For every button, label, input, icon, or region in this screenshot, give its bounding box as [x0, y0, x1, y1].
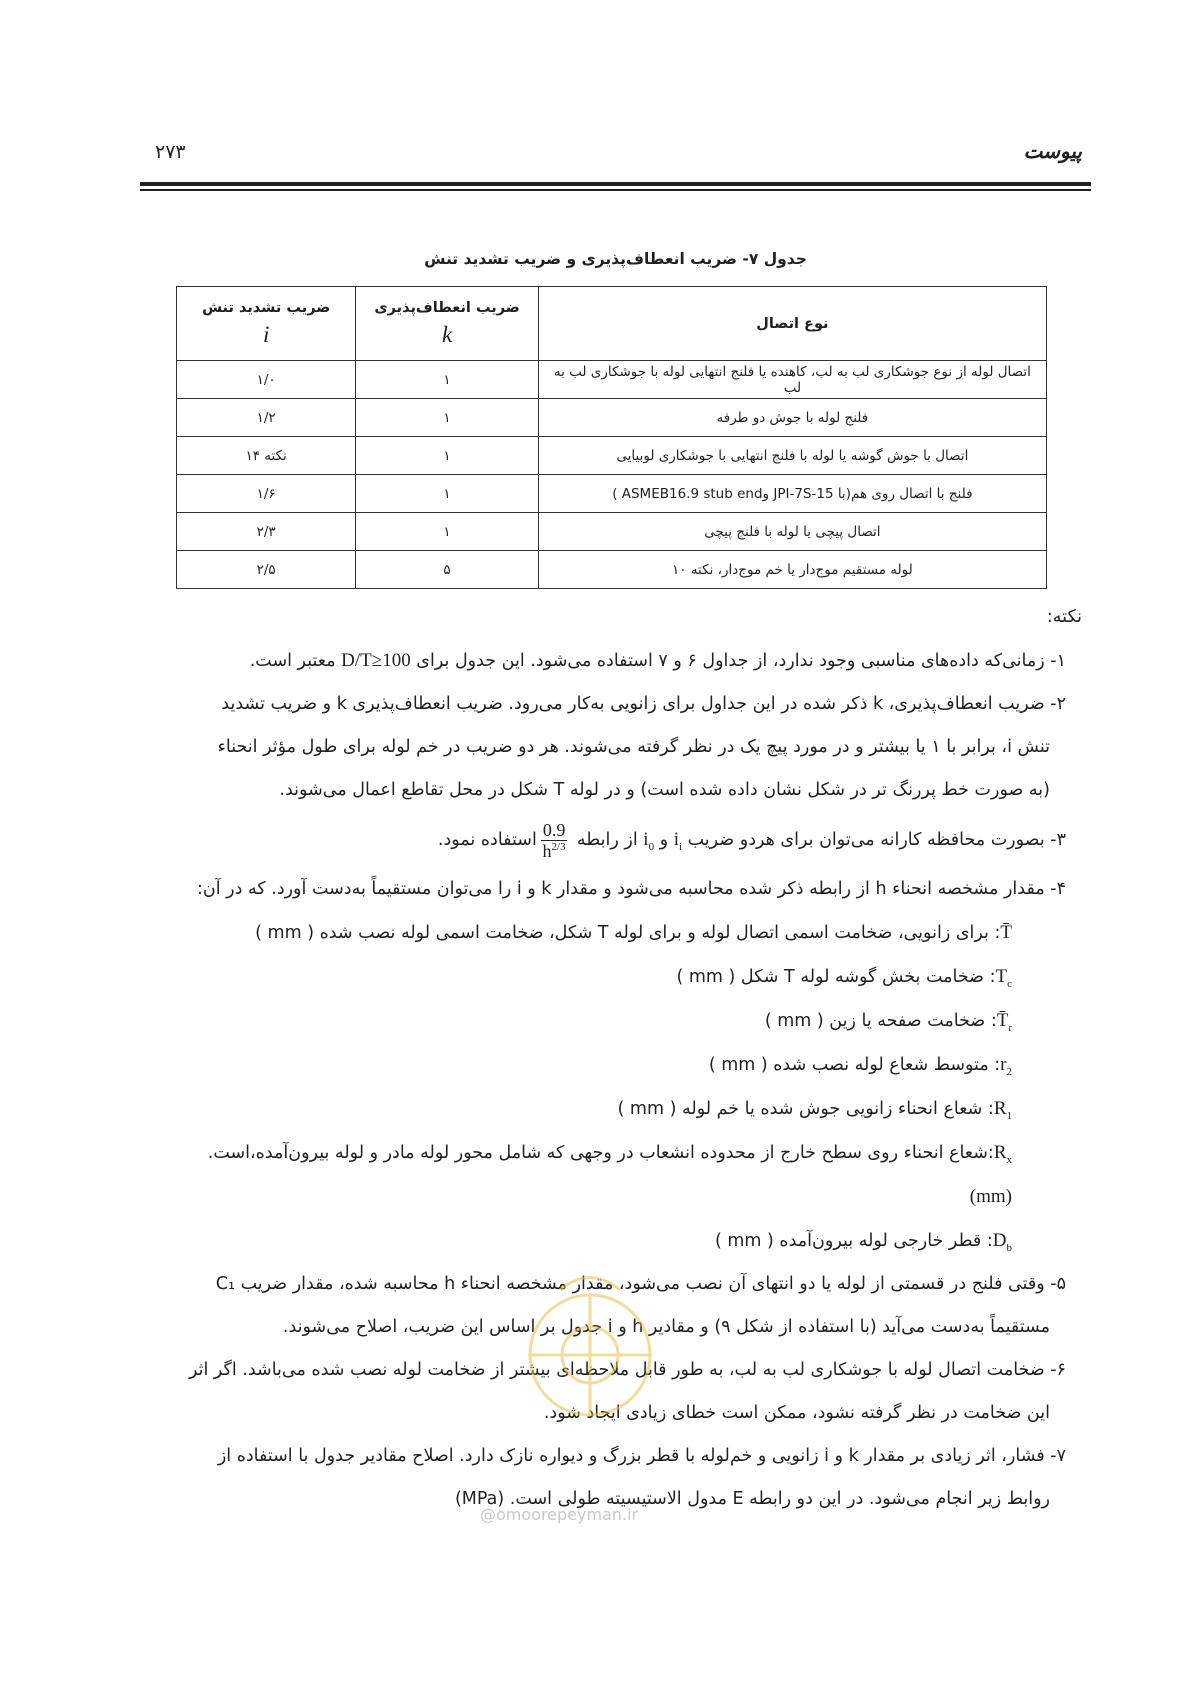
table-row — [177, 437, 1047, 475]
notes-label: نکته: — [1046, 607, 1082, 627]
note-3-i-0: $i_0$ — [643, 829, 655, 853]
table-row — [177, 399, 1047, 437]
definition-item: T̄: برای زانویی، ضخامت اسمی اتصال لوله و برای لوله T شکل، ضخامت اسمی لوله نصب شده ( mm ) — [255, 922, 1012, 943]
definition-item: (mm) — [969, 1186, 1012, 1207]
table-row — [177, 475, 1047, 513]
table-row — [177, 361, 1047, 399]
note-5-line-1: ۵- وقتی فلنج در قسمتی از لوله یا دو انتهای آن نصب می‌شود، مقدار مشخصه انحناء h محاسبه شده، مقدار ضریب C₁ — [215, 1274, 1066, 1294]
header-flexibility-factor: ضریب انعطاف‌پذیری k — [356, 287, 538, 361]
cell-i: ۲/۳ — [177, 513, 356, 551]
cell-i: ۱/۲ — [177, 399, 356, 437]
note-1: ۱- زمانی‌که داده‌های مناسبی وجود ندارد، از جداول ۶ و ۷ استفاده می‌شود. این جدول برای D/T≥100 معتبر است. — [249, 650, 1066, 671]
note-2-line-1: ۲- ضریب انعطاف‌پذیری، k ذکر شده در این جداول برای زانویی به‌کار می‌رود. ضریب انعطاف‌پذیری k و ضریب تشدید — [221, 694, 1066, 714]
watermark-text: @omoorepeyman.ir — [480, 1505, 639, 1524]
coefficient-table — [176, 286, 1047, 589]
header-k-symbol: k — [441, 321, 453, 347]
cell-type: لوله مستقیم موج‌دار یا خم موج‌دار، نکته ۱۰ — [538, 551, 1046, 589]
header-i-symbol: i — [262, 321, 270, 347]
cell-k: ۱ — [356, 399, 538, 437]
note-6-line-2: این ضخامت در نظر گرفته نشود، ممکن است خطای زیادی ایجاد شود. — [543, 1403, 1050, 1423]
definition-item: $r_2$: متوسط شعاع لوله نصب شده ( mm ) — [708, 1054, 1012, 1078]
definition-item: $T_c$: ضخامت بخش گوشه لوله T شکل ( mm ) — [676, 966, 1012, 990]
note-4-intro: ۴- مقدار مشخصه انحناء h از رابطه ذکر شده محاسبه می‌شود و مقدار k و i را می‌توان مستقیماً به‌دست آورد. که در آن: — [197, 879, 1066, 899]
definition-item: $R_x:شعاع$ انحناء روی سطح خارج از محدوده انشعاب در وجهی که شامل محور لوله مادر و لوله بیرون‌آمده،است. — [207, 1142, 1012, 1166]
cell-type: اتصال لوله از نوع جوشکاری لب به لب، کاهنده یا فلنج انتهایی لوله با جوشکاری لب به لب — [538, 361, 1046, 399]
cell-i: ۲/۵ — [177, 551, 356, 589]
cell-type: فلنج لوله با جوش دو طرفه — [538, 399, 1046, 437]
cell-i: ۱/۶ — [177, 475, 356, 513]
definition-item: $D_b$: قطر خارجی لوله بیرون‌آمده ( mm ) — [714, 1230, 1012, 1254]
cell-k: ۱ — [356, 361, 538, 399]
table-header-row — [177, 287, 1047, 361]
header-connection-type: نوع اتصال — [538, 287, 1046, 361]
cell-type: اتصال پیچی یا لوله با فلنج پیچی — [538, 513, 1046, 551]
watermark-logo — [460, 1260, 720, 1440]
header-stress-factor: ضریب تشدید تنش i — [177, 287, 356, 361]
cell-type: اتصال با جوش گوشه یا لوله با فلنج انتهایی با جوشکاری لوبیایی — [538, 437, 1046, 475]
header-rule-thick — [140, 182, 1091, 186]
note-3-fraction: $\frac{0.9}{h^{2/3}}$ — [542, 819, 566, 861]
page-number: ۲۷۳ — [155, 141, 186, 163]
definition-item: $T̄_r$: ضخامت صفحه یا زین ( mm ) — [764, 1010, 1012, 1034]
table-caption: جدول ۷- ضریب انعطاف‌پذیری و ضریب تشدید تنش — [424, 250, 807, 268]
note-2-line-3: (به صورت خط پررنگ تر در شکل نشان داده شده است) و در لوله T شکل در محل تقاطع اعمال می‌شوند. — [279, 780, 1050, 800]
cell-k: ۱ — [356, 437, 538, 475]
header-rule-thin — [140, 189, 1091, 191]
cell-k: ۱ — [356, 475, 538, 513]
note-7-line-2: روابط زیر انجام می‌شود. در این دو رابطه E مدول الاستیسیته طولی است. (MPa) — [454, 1489, 1050, 1509]
cell-k: ۱ — [356, 513, 538, 551]
definition-item: $R_1$: شعاع انحناء زانویی جوش شده یا خم لوله ( mm ) — [617, 1098, 1012, 1122]
note-3: ۳- بصورت محافظه کارانه می‌توان برای هردو ضریب $i_i$ و $i_0$ از رابطه $\frac{0.9}{h^{2/3}}$ استفاده نمود. — [437, 819, 1066, 861]
cell-i: ۱/۰ — [177, 361, 356, 399]
table-row — [177, 551, 1047, 589]
cell-type: فلنج با اتصال روی هم(با JPI-7S-15 وASMEB16.9 stub end ) — [538, 475, 1046, 513]
note-7-line-1: ۷- فشار، اثر زیادی بر مقدار k و i زانویی و خم‌لوله با قطر بزرگ و دیواره نازک دارد. اصلاح مقادیر جدول با استفاده از — [217, 1446, 1066, 1466]
note-3-i-i: $i_i$ — [673, 829, 683, 853]
cell-i: نکته ۱۴ — [177, 437, 356, 475]
page-header — [0, 0, 1190, 200]
cell-k: ۵ — [356, 551, 538, 589]
note-1-formula: D/T≥100 — [341, 650, 411, 671]
note-5-line-2: مستقیماً به‌دست می‌آید (با استفاده از شکل ۹) و مقادیر h و i جدول بر اساس این ضریب، اصلاح می‌شوند. — [282, 1317, 1050, 1337]
note-2-line-2: تنش i، برابر با ۱ یا بیشتر و در مورد پیچ یک در نظر گرفته می‌شوند. هر دو ضریب در خم لوله برای طول مؤثر انحناء — [217, 737, 1050, 757]
section-title: پیوست — [1023, 139, 1082, 163]
note-6-line-1: ۶- ضخامت اتصال لوله با جوشکاری لب به لب، به طور قابل ملاحظه‌ای بیشتر از ضخامت لوله نصب شده می‌باشد. اگر اثر — [188, 1360, 1066, 1380]
table-row — [177, 513, 1047, 551]
